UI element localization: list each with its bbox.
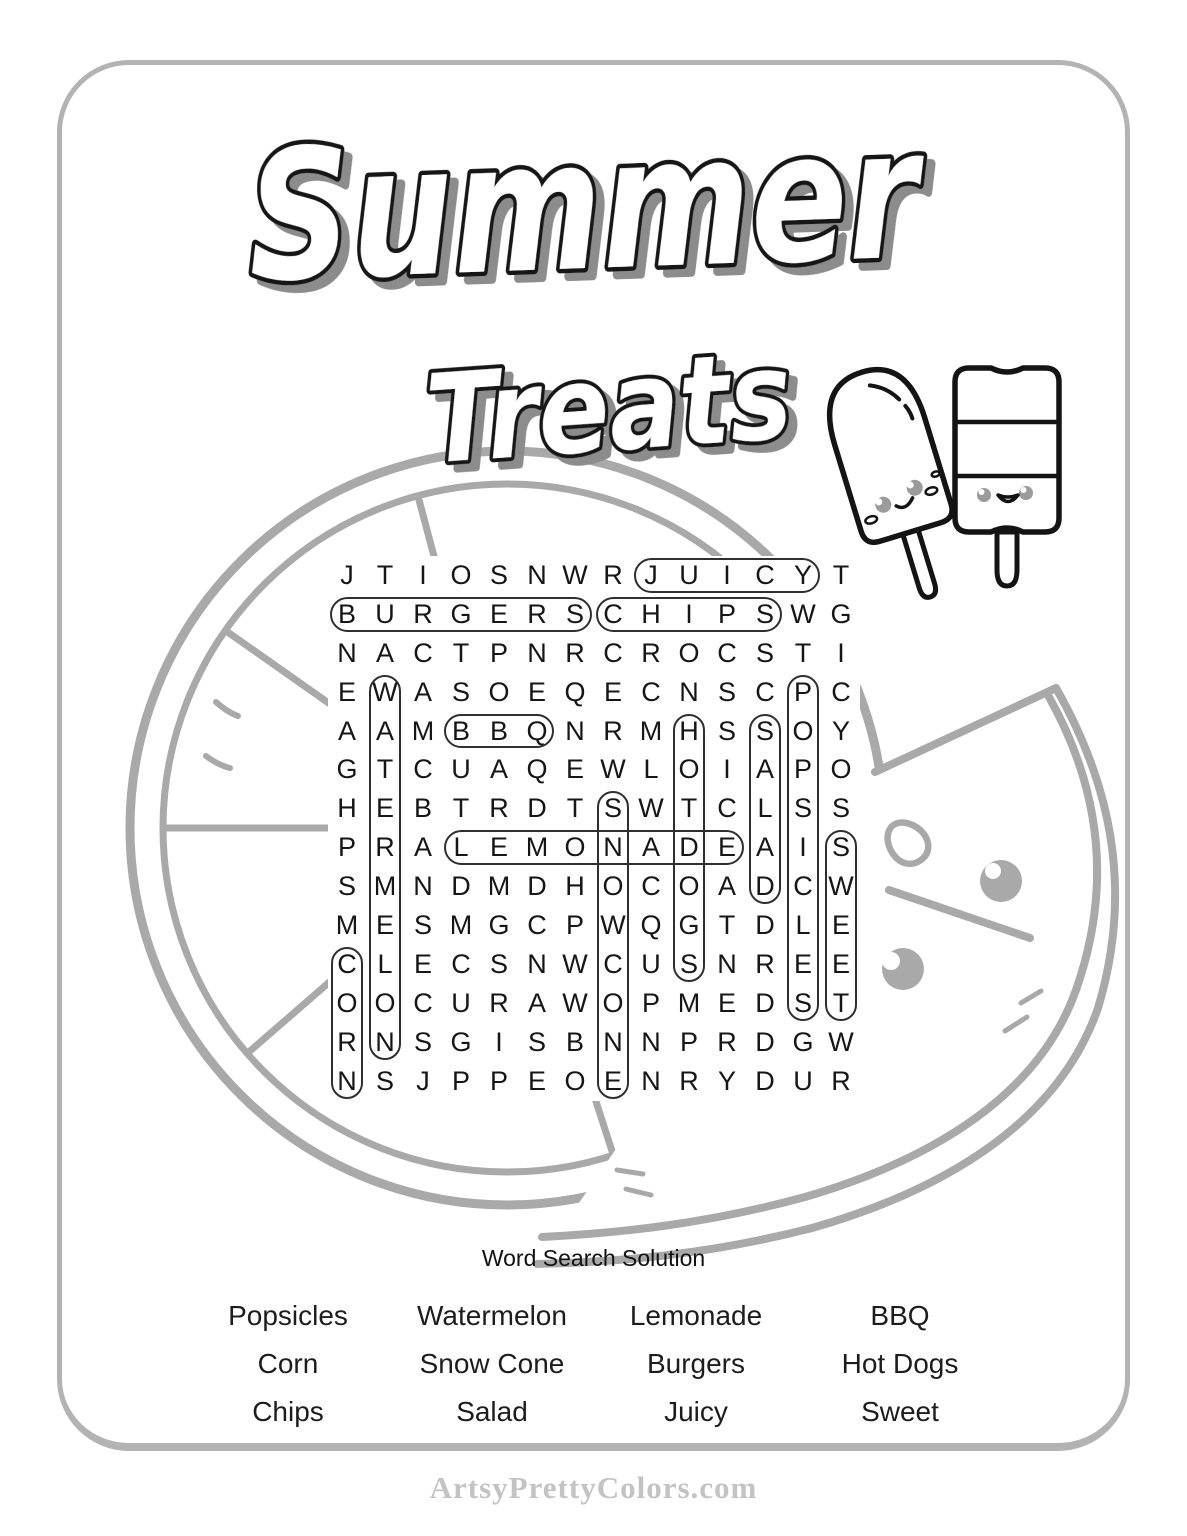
grid-letter: Q	[526, 754, 548, 785]
grid-letter: M	[373, 871, 397, 902]
grid-letter: L	[453, 832, 469, 863]
grid-letter: S	[603, 793, 622, 824]
grid-letter: H	[679, 715, 699, 746]
grid-letter: J	[644, 559, 658, 590]
grid-letter: T	[832, 559, 850, 590]
grid-letter: M	[411, 715, 435, 746]
grid-letter: M	[639, 715, 663, 746]
grid-letter: W	[828, 1026, 854, 1057]
grid-letter: S	[413, 1026, 432, 1057]
grid-letter: T	[376, 559, 394, 590]
solution-row	[186, 1388, 1002, 1436]
grid-letter: R	[337, 1026, 357, 1057]
grid-letter: I	[837, 637, 845, 668]
grid-letter: E	[337, 676, 356, 707]
grid-letter: D	[755, 910, 775, 941]
grid-letter: W	[372, 676, 398, 707]
grid-letter: E	[413, 948, 432, 979]
grid-letter: T	[718, 910, 736, 941]
grid-letter: G	[450, 1026, 472, 1057]
grid-letter: Y	[717, 1065, 736, 1096]
grid-letter: I	[723, 754, 731, 785]
grid-letter: E	[527, 676, 546, 707]
page-title: Summer	[244, 84, 1095, 323]
melon-seed-icon	[888, 823, 929, 864]
grid-letter: A	[413, 676, 432, 707]
grid-letter: N	[641, 1065, 661, 1096]
grid-letter: O	[488, 676, 510, 707]
grid-letter: S	[337, 871, 356, 902]
grid-letter: D	[755, 871, 775, 902]
citrus-seed-icon	[206, 756, 230, 768]
grid-letter: S	[755, 598, 774, 629]
grid-letter: Y	[831, 715, 850, 746]
grid-letter: I	[419, 559, 427, 590]
grid-letter: S	[831, 793, 850, 824]
grid-letter: C	[451, 948, 471, 979]
grid-letter: E	[603, 1065, 622, 1096]
grid-letter: T	[452, 637, 470, 668]
grid-letter: I	[685, 598, 693, 629]
word-oval-popsicles	[787, 675, 819, 1021]
grid-letter: I	[799, 832, 807, 863]
grid-letter: W	[828, 871, 854, 902]
grid-letter: N	[337, 637, 357, 668]
grid-letter: P	[489, 1065, 508, 1096]
grid-letter: C	[337, 948, 357, 979]
grid-letter: N	[375, 1026, 395, 1057]
grid-letter: R	[603, 559, 623, 590]
grid-letter: N	[413, 871, 433, 902]
grid-letter: S	[717, 676, 736, 707]
grid-letter: O	[374, 987, 396, 1018]
grid-letter: N	[565, 715, 585, 746]
grid-letter: P	[641, 987, 660, 1018]
grid-letter: P	[489, 637, 508, 668]
grid-letter: E	[489, 598, 508, 629]
grid-letter: O	[830, 754, 852, 785]
grid-letter: R	[489, 793, 509, 824]
grid-letter: L	[377, 948, 393, 979]
grid-letter: P	[793, 676, 812, 707]
solution-word: Snow Cone	[419, 1348, 565, 1379]
word-oval-chips	[596, 597, 782, 632]
grid-letter: C	[603, 948, 623, 979]
grid-letter: I	[495, 1026, 503, 1057]
site-footer: ArtsyPrettyColors.com	[429, 1470, 758, 1505]
grid-letter: G	[450, 598, 472, 629]
grid-letter: H	[641, 598, 661, 629]
word-oval-snowcone	[597, 791, 629, 1098]
grid-letter: N	[641, 1026, 661, 1057]
grid-letter: O	[678, 754, 700, 785]
grid-letter: S	[451, 676, 470, 707]
grid-letter: A	[717, 871, 736, 902]
grid-letter: D	[755, 1026, 775, 1057]
grid-letter: C	[413, 637, 433, 668]
grid-letter: L	[795, 910, 811, 941]
grid-letter: D	[527, 793, 547, 824]
grid-letter: D	[451, 871, 471, 902]
grid-letter: W	[790, 598, 816, 629]
grid-letter: D	[755, 1065, 775, 1096]
grid-letter: B	[337, 598, 356, 629]
grid-letter: S	[527, 1026, 546, 1057]
grid-letter: C	[641, 871, 661, 902]
grid-letter: A	[375, 637, 394, 668]
grid-letter: C	[755, 559, 775, 590]
grid-letter: U	[451, 754, 471, 785]
grid-letter: P	[337, 832, 356, 863]
grid-letter: C	[717, 793, 737, 824]
grid-letter: G	[488, 910, 510, 941]
grid-letter: T	[680, 793, 698, 824]
grid-letter: D	[679, 832, 699, 863]
word-oval-salad	[749, 714, 781, 905]
grid-letter: E	[489, 832, 508, 863]
grid-letter: R	[375, 832, 395, 863]
grid-letter: S	[413, 910, 432, 941]
grid-letter: M	[677, 987, 701, 1018]
wedge-eye-icon	[980, 860, 1022, 902]
grid-letter: A	[375, 715, 394, 746]
grid-letter: M	[449, 910, 473, 941]
grid-letter: J	[416, 1065, 430, 1096]
grid-letter: S	[679, 948, 698, 979]
grid-letter: S	[831, 832, 850, 863]
grid-letter: N	[679, 676, 699, 707]
grid-letter: R	[831, 1065, 851, 1096]
grid-letter: H	[337, 793, 357, 824]
grid-letter: O	[336, 987, 358, 1018]
grid-letter: S	[755, 715, 774, 746]
grid-letter: G	[678, 910, 700, 941]
grid-letter: P	[679, 1026, 698, 1057]
grid-letter: B	[413, 793, 432, 824]
grid-letter: R	[565, 637, 585, 668]
solution-word: Popsicles	[228, 1300, 348, 1331]
grid-letter: R	[489, 987, 509, 1018]
grid-letter: Y	[793, 559, 812, 590]
grid-letter: A	[755, 832, 774, 863]
grid-letter: T	[566, 793, 584, 824]
grid-letter: P	[451, 1065, 470, 1096]
grid-letter: U	[793, 1065, 813, 1096]
grid-letter: N	[603, 1026, 623, 1057]
grid-letter: E	[375, 910, 394, 941]
grid-letter: O	[564, 832, 586, 863]
grid-letter: W	[562, 948, 588, 979]
grid-letter: E	[717, 832, 736, 863]
grid-letter: Q	[640, 910, 662, 941]
grid-letter: W	[562, 987, 588, 1018]
solution-word: Juicy	[664, 1396, 728, 1427]
grid-letter: T	[452, 793, 470, 824]
grid-letter: C	[413, 987, 433, 1018]
wedge-eye-icon	[882, 948, 924, 990]
grid-letter: R	[527, 598, 547, 629]
grid-letter: H	[565, 871, 585, 902]
grid-letter: C	[603, 598, 623, 629]
grid-letter: S	[755, 637, 774, 668]
grid-letter: A	[413, 832, 432, 863]
popsicle-stick	[903, 530, 938, 600]
grid-letter: L	[643, 754, 659, 785]
word-oval-watermelon	[369, 675, 401, 1060]
grid-letter: E	[793, 948, 812, 979]
grid-letter: A	[755, 754, 774, 785]
grid-letter: B	[565, 1026, 584, 1057]
grid-letter: R	[717, 1026, 737, 1057]
solution-word: Hot Dogs	[841, 1348, 959, 1379]
grid-letter: O	[678, 637, 700, 668]
solution-word: Chips	[252, 1396, 324, 1427]
grid-letter: N	[717, 948, 737, 979]
solution-word: Corn	[257, 1348, 319, 1379]
grid-letter: G	[830, 598, 852, 629]
grid-letter: M	[335, 910, 359, 941]
grid-letter: E	[565, 754, 584, 785]
grid-letter: O	[602, 871, 624, 902]
grid-letter: E	[527, 1065, 546, 1096]
grid-letter: T	[376, 754, 394, 785]
grid-letter: Q	[526, 715, 548, 746]
grid-letter: W	[562, 559, 588, 590]
solution-word: BBQ	[870, 1300, 930, 1331]
page-subtitle: Treats	[422, 320, 857, 492]
grid-letter: S	[793, 793, 812, 824]
solution-word: Watermelon	[417, 1300, 567, 1331]
grid-letter: G	[792, 1026, 814, 1057]
grid-letter: R	[603, 715, 623, 746]
grid-letter: D	[527, 871, 547, 902]
grid-letter: C	[831, 676, 851, 707]
grid-letter: E	[717, 987, 736, 1018]
solution-row	[186, 1292, 1002, 1340]
grid-letter: A	[489, 754, 508, 785]
grid-letter: R	[755, 948, 775, 979]
grid-letter: R	[679, 1065, 699, 1096]
grid-letter: U	[641, 948, 661, 979]
grid-letter: B	[489, 715, 508, 746]
grid-letter: Q	[564, 676, 586, 707]
grid-letter: B	[451, 715, 470, 746]
grid-letter: S	[489, 559, 508, 590]
grid-letter: O	[602, 987, 624, 1018]
grid-letter: A	[641, 832, 660, 863]
word-search-grid	[328, 556, 860, 1101]
grid-letter: C	[755, 676, 775, 707]
word-oval-hotdogs	[673, 714, 705, 982]
solution-word: Lemonade	[629, 1300, 763, 1331]
grid-letter: E	[603, 676, 622, 707]
ice-pop-stick	[997, 532, 1017, 586]
grid-letter: O	[678, 871, 700, 902]
grid-letter: P	[565, 910, 584, 941]
word-oval-corn	[331, 947, 363, 1099]
word-oval-juicy	[634, 558, 820, 593]
grid-letter: C	[717, 637, 737, 668]
grid-letter: T	[832, 987, 850, 1018]
word-oval-burgers	[330, 597, 592, 632]
grid-letter: N	[603, 832, 623, 863]
title-art	[0, 0, 1187, 500]
grid-letter: E	[831, 948, 850, 979]
grid-letter: A	[527, 987, 546, 1018]
grid-letter: W	[600, 910, 626, 941]
solution-word: Sweet	[861, 1396, 939, 1427]
grid-letter: N	[337, 1065, 357, 1096]
grid-letter: S	[375, 1065, 394, 1096]
grid-letter: N	[527, 948, 547, 979]
grid-letter: I	[723, 559, 731, 590]
grid-letter: C	[527, 910, 547, 941]
grid-letter: D	[755, 987, 775, 1018]
citrus-seed-icon	[216, 702, 238, 716]
word-oval-bbq	[444, 714, 554, 749]
solution-heading: Word Search Solution	[481, 1245, 706, 1271]
grid-letter: S	[565, 598, 584, 629]
grid-letter: C	[641, 676, 661, 707]
grid-letter: J	[340, 559, 354, 590]
grid-letter: S	[793, 987, 812, 1018]
grid-letter: T	[794, 637, 812, 668]
solution-word-list	[186, 1292, 1002, 1436]
grid-letter: U	[375, 598, 395, 629]
solution-word: Burgers	[646, 1348, 746, 1379]
grid-letter: R	[641, 637, 661, 668]
grid-letter: W	[600, 754, 626, 785]
grid-letter: O	[792, 715, 814, 746]
grid-letter: R	[413, 598, 433, 629]
grid-letter: U	[451, 987, 471, 1018]
grid-letter: E	[375, 793, 394, 824]
grid-letter: N	[527, 637, 547, 668]
grid-letter: W	[638, 793, 664, 824]
grid-letter: L	[757, 793, 773, 824]
grid-letter: C	[413, 754, 433, 785]
grid-letter: U	[679, 559, 699, 590]
grid-letter: M	[487, 871, 511, 902]
solution-row	[186, 1340, 1002, 1388]
grid-letter: M	[525, 832, 549, 863]
grid-letter: P	[793, 754, 812, 785]
grid-letter: N	[527, 559, 547, 590]
grid-letter: O	[450, 559, 472, 590]
word-oval-sweet	[825, 830, 857, 1021]
grid-letter: G	[336, 754, 358, 785]
grid-letter: S	[489, 948, 508, 979]
grid-letter: A	[337, 715, 356, 746]
grid-letter: C	[793, 871, 813, 902]
grid-letter: S	[717, 715, 736, 746]
grid-letter: O	[564, 1065, 586, 1096]
grid-letter: P	[717, 598, 736, 629]
grid-letter: C	[603, 637, 623, 668]
solution-word: Salad	[456, 1396, 528, 1427]
grid-letter: E	[831, 910, 850, 941]
